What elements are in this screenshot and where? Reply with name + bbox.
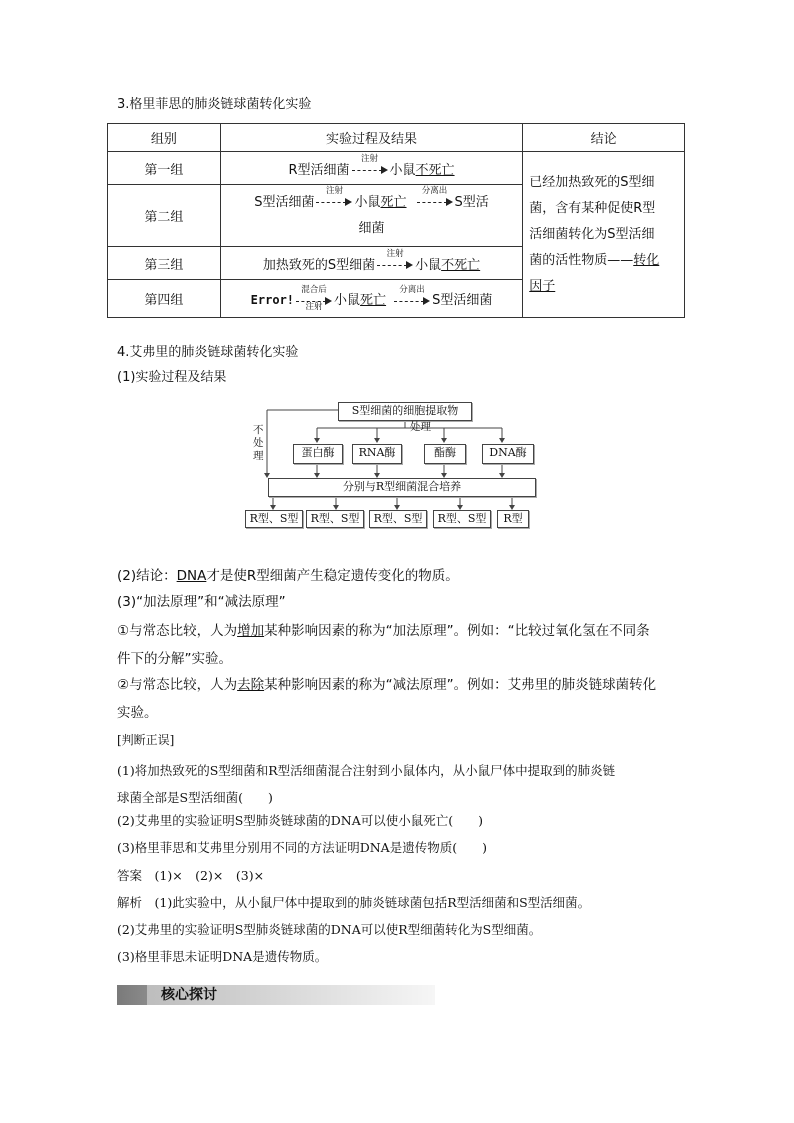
row4-group: 第四组 [108, 280, 221, 318]
arrow-icon: 分离出 [417, 195, 453, 209]
header-conclusion: 结论 [523, 124, 685, 152]
diagram-enzyme-2: RNA酶 [352, 444, 402, 464]
section4-heading: 4.艾弗里的肺炎链球菌转化实验 [117, 345, 299, 360]
row3-process: 加热致死的S型细菌 注射 小鼠不死亡 [220, 247, 522, 280]
diagram-side-label: 不 处 理 [253, 424, 264, 462]
judge-explain-3: (3)格里菲思未证明DNA是遗传物质。 [117, 949, 328, 964]
judge-explain-1: 解析 (1)此实验中，从小鼠尸体中提取到的肺炎链球菌包括R型活细菌和S型活细菌。 [117, 895, 591, 910]
core-discussion-banner [117, 985, 435, 1005]
banner-title: 核心探讨 [161, 987, 217, 1003]
row1-process: R型活细菌 注射 小鼠不死亡 [220, 152, 522, 185]
arrow-icon: 混合后 注射 [296, 294, 332, 308]
judge-q3: (3)格里菲思和艾弗里分别用不同的方法证明DNA是遗传物质( ) [117, 840, 487, 855]
diagram-enzyme-3: 酯酶 [424, 444, 466, 464]
row4-process: Error! 混合后 注射 小鼠死亡 分离出 S型活细菌 [220, 280, 522, 318]
diagram-top-box: S型细菌的细胞提取物 [338, 402, 472, 421]
section4-sub1: (1)实验过程及结果 [117, 370, 227, 385]
row3-group: 第三组 [108, 247, 221, 280]
diagram-result-3: R型、S型 [369, 510, 427, 528]
diagram-result-4: R型、S型 [433, 510, 491, 528]
header-process: 实验过程及结果 [220, 124, 522, 152]
griffith-experiment-table [107, 123, 685, 318]
header-group: 组别 [108, 124, 221, 152]
conclusion-cell: 已经加热致死的S型细 菌，含有某种促使R型 活细菌转化为S型活细 菌的活性物质——转化 因子 [523, 152, 685, 318]
judge-answer: 答案 (1)× (2)× (3)× [117, 868, 265, 883]
arrow-icon: 分离出 [394, 294, 430, 308]
diagram-result-1: R型、S型 [245, 510, 303, 528]
principle-subtraction: ②与常态比较，人为去除某种影响因素的称为“减法原理”。例如：艾弗里的肺炎链球菌转化 实验。 [117, 677, 657, 721]
diagram-process-label: 处理 [410, 421, 431, 433]
diagram-enzyme-1: 蛋白酶 [293, 444, 343, 464]
judge-explain-2: (2)艾弗里的实验证明S型肺炎链球菌的DNA可以使R型细菌转化为S型细菌。 [117, 922, 542, 937]
row2-process: S型活细菌 注射 小鼠死亡 分离出 S型活 细菌 [220, 185, 522, 247]
diagram-result-2: R型、S型 [306, 510, 364, 528]
row1-group: 第一组 [108, 152, 221, 185]
diagram-enzyme-4: DNA酶 [482, 444, 534, 464]
judge-q2: (2)艾弗里的实验证明S型肺炎链球菌的DNA可以使小鼠死亡( ) [117, 813, 484, 828]
row2-group: 第二组 [108, 185, 221, 247]
judge-q1: (1)将加热致死的S型细菌和R型活细菌混合注射到小鼠体内，从小鼠尸体中提取到的肺炎链 球菌全部是S型活细菌( ) [117, 763, 616, 805]
section4-sub3: (3)“加法原理”和“减法原理” [117, 594, 286, 610]
diagram-mix-box: 分别与R型细菌混合培养 [268, 478, 536, 497]
arrow-icon: 注射 [316, 195, 352, 209]
judge-title: [判断正误] [117, 733, 175, 747]
principle-addition: ①与常态比较，人为增加某种影响因素的称为“加法原理”。例如：“比较过氧化氢在不同条 件下的分解”实验。 [117, 623, 650, 667]
diagram-result-5: R型 [497, 510, 529, 528]
arrow-icon: 注射 [377, 258, 413, 272]
arrow-icon: 注射 [352, 163, 388, 177]
section4-conclusion: (2)结论：DNA才是使R型细菌产生稳定遗传变化的物质。 [117, 568, 459, 584]
section3-heading: 3.格里菲思的肺炎链球菌转化实验 [117, 97, 312, 112]
